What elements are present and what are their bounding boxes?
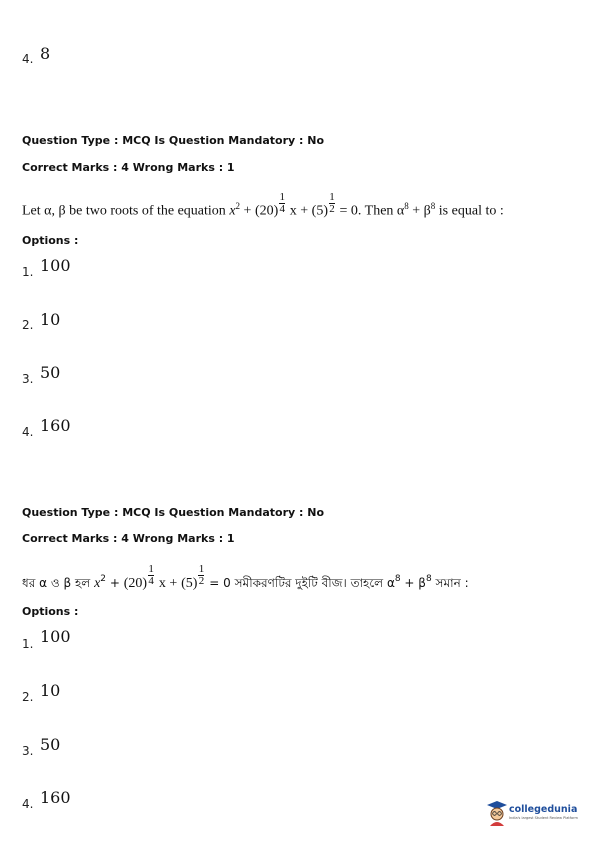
option-value[interactable]: 10 bbox=[40, 310, 61, 329]
option-value[interactable]: 100 bbox=[40, 627, 71, 646]
base-5: (5) bbox=[311, 203, 328, 219]
plus-beta: + β bbox=[404, 576, 426, 590]
plus-sign: + bbox=[109, 576, 120, 590]
collegedunia-logo bbox=[486, 800, 590, 828]
question-text-start: ধর α ও β হল bbox=[22, 576, 91, 590]
logo-wordmark: collegedunia bbox=[509, 804, 578, 815]
plus-sign: + bbox=[243, 203, 252, 219]
marks-line: Correct Marks : 4 Wrong Marks : 1 bbox=[22, 532, 235, 545]
option-value[interactable]: 50 bbox=[40, 735, 61, 754]
base-5: (5) bbox=[181, 576, 198, 591]
graduate-mascot-icon bbox=[486, 800, 508, 826]
variable-x: x bbox=[94, 576, 101, 591]
question-text bbox=[22, 191, 504, 223]
fraction-exponent: $\frac{1}{4}$ bbox=[148, 563, 154, 587]
option-number: 1. bbox=[22, 637, 34, 651]
options-label: Options : bbox=[22, 234, 79, 247]
question-type-line: Question Type : MCQ Is Question Mandatory : No bbox=[22, 134, 325, 147]
exponent: 8 bbox=[404, 200, 409, 211]
option-number: 4. bbox=[22, 797, 34, 811]
exponent: 8 bbox=[425, 574, 432, 584]
exponent: 2 bbox=[235, 200, 241, 211]
question-text-end: is equal to : bbox=[438, 203, 504, 219]
question-text-then: . Then α bbox=[357, 203, 405, 219]
marks-line: Correct Marks : 4 Wrong Marks : 1 bbox=[22, 161, 235, 174]
option-number: 2. bbox=[22, 318, 34, 332]
option-number: 3. bbox=[22, 744, 34, 758]
base-20: (20) bbox=[254, 203, 279, 219]
option-number: 4. bbox=[22, 52, 34, 66]
options-label: Options : bbox=[22, 605, 79, 618]
equals-zero: = 0 bbox=[339, 203, 358, 219]
fraction-exponent: $\frac{1}{4}$ bbox=[279, 191, 286, 215]
option-value[interactable]: 160 bbox=[40, 788, 71, 807]
logo-tagline: India's largest Student Review Platform bbox=[509, 816, 578, 820]
plus-beta: + β bbox=[412, 203, 431, 219]
equals-zero: = 0 bbox=[209, 576, 231, 590]
option-value: 8 bbox=[40, 44, 51, 63]
option-value[interactable]: 50 bbox=[40, 363, 61, 382]
base-20: (20) bbox=[123, 576, 148, 591]
question-type-line: Question Type : MCQ Is Question Mandatory : No bbox=[22, 506, 325, 519]
question-text bbox=[22, 563, 469, 595]
question-text-end: সমান : bbox=[435, 576, 469, 590]
option-value[interactable]: 10 bbox=[40, 681, 61, 700]
exponent: 2 bbox=[100, 574, 107, 584]
variable-x: x bbox=[229, 203, 236, 219]
x-term: x + bbox=[289, 203, 309, 219]
option-number: 3. bbox=[22, 372, 34, 386]
exponent: 8 bbox=[394, 574, 401, 584]
option-number: 1. bbox=[22, 265, 34, 279]
fraction-exponent: $\frac{1}{2}$ bbox=[198, 563, 205, 587]
option-number: 2. bbox=[22, 690, 34, 704]
x-term: x + bbox=[158, 576, 178, 591]
option-value[interactable]: 100 bbox=[40, 256, 71, 275]
fraction-exponent: $\frac{1}{2}$ bbox=[329, 191, 335, 215]
question-text-start: Let α, β be two roots of the equation bbox=[22, 203, 226, 219]
question-text-then: সমীকরণটির দুইটি বীজ। তাহলে α bbox=[234, 576, 395, 590]
option-value[interactable]: 160 bbox=[40, 416, 71, 435]
option-number: 4. bbox=[22, 425, 34, 439]
exponent: 8 bbox=[430, 200, 436, 211]
